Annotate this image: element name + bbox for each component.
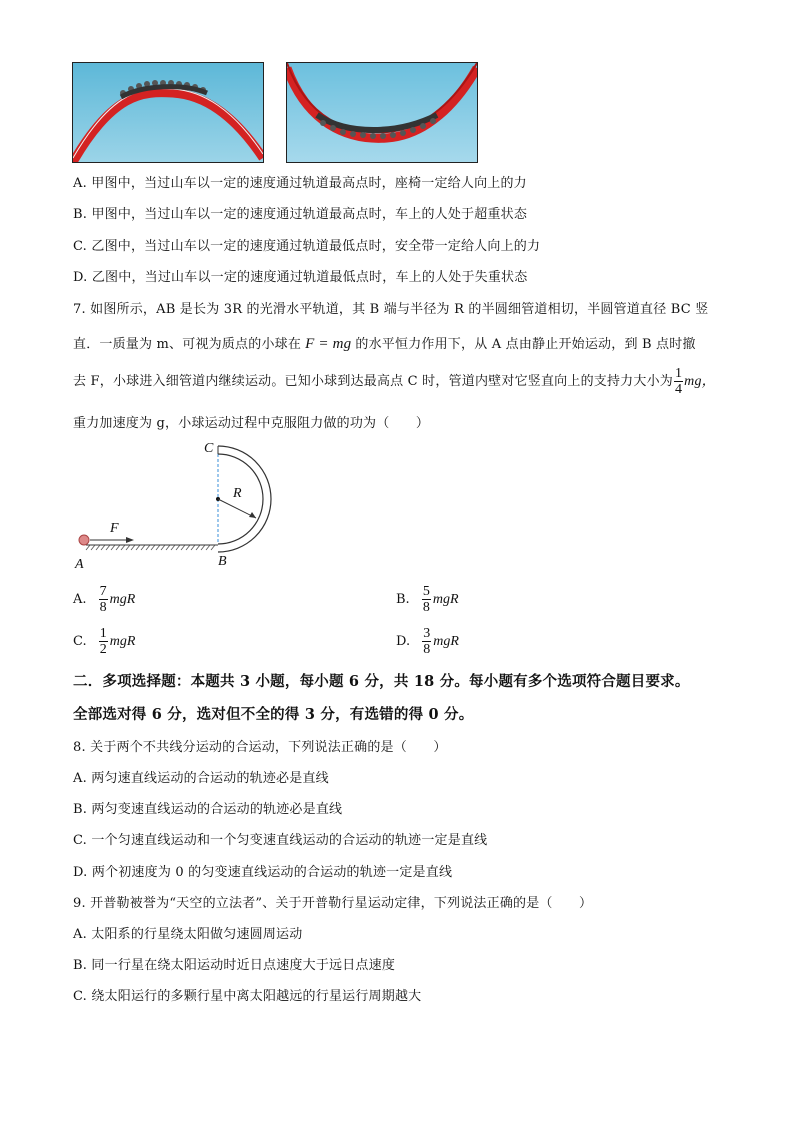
section-heading-line1: 二．多项选择题：本题共 3 小题，每小题 6 分，共 18 分。每小题有多个选项符合题目要求。 <box>73 673 690 690</box>
q8-option-c: C. 一个匀速直线运动和一个匀变速直线运动的合运动的轨迹一定是直线 <box>73 833 488 848</box>
q9-option-a: A. 太阳系的行星绕太阳做匀速圆周运动 <box>73 927 303 942</box>
q7-option-a: A. $\frac{7}{8}$ mgR <box>73 584 136 615</box>
q6-option-a: A. 甲图中，当过山车以一定的速度通过轨道最高点时，座椅一定给人向上的力 <box>73 176 527 191</box>
q6-option-d: D. 乙图中，当过山车以一定的速度通过轨道最低点时，车上的人处于失重状态 <box>73 270 528 285</box>
label-r: R <box>233 486 242 501</box>
q9-stem: 9. 开普勒被誉为“天空的立法者”、关于开普勒行星运动定律，下列说法正确的是（ ） <box>73 896 593 911</box>
q8-option-a: A. 两匀速直线运动的合运动的轨迹必是直线 <box>73 771 329 786</box>
q9-option-c: C. 绕太阳运行的多颗行星中离太阳越远的行星运行周期越大 <box>73 989 422 1004</box>
q6-option-c: C. 乙图中，当过山车以一定的速度通过轨道最低点时，安全带一定给人向上的力 <box>73 239 541 254</box>
label-a: A <box>75 557 84 572</box>
label-c: C <box>204 441 214 456</box>
q9-option-b: B. 同一行星在绕太阳运动时近日点速度大于远日点速度 <box>73 958 396 973</box>
q7-option-b: B. $\frac{5}{8}$ mgR <box>396 584 459 615</box>
roller-coaster-valley-photo <box>286 62 478 163</box>
q7-stem-line3: 去 F，小球进入细管道内继续运动。已知小球到达最高点 C 时，管道内壁对它竖直向上的支持力大小为 $\frac{1}{4}$ mg， <box>73 366 716 397</box>
q7-stem-line4: 重力加速度为 g，小球运动过程中克服阻力做的功为（ ） <box>73 416 430 431</box>
label-b: B <box>218 554 227 569</box>
q7-option-c: C. $\frac{1}{2}$ mgR <box>73 626 136 657</box>
q8-option-b: B. 两匀变速直线运动的合运动的轨迹必是直线 <box>73 802 343 817</box>
q8-option-d: D. 两个初速度为 0 的匀变速直线运动的合运动的轨迹一定是直线 <box>73 865 453 880</box>
q8-stem: 8. 关于两个不共线分运动的合运动，下列说法正确的是（ ） <box>73 740 447 755</box>
label-f: F <box>110 521 119 536</box>
q6-option-b: B. 甲图中，当过山车以一定的速度通过轨道最高点时，车上的人处于超重状态 <box>73 207 528 222</box>
q7-stem-line2: 直．一质量为 m、可视为质点的小球在 F = mg 的水平恒力作用下，从 A 点由静止开始运动，到 B 点时撤 <box>73 336 696 352</box>
fraction: $\frac{1}{4}$ <box>674 366 683 397</box>
roller-coaster-crest-photo <box>72 62 264 163</box>
semicircle-track-diagram <box>70 440 290 575</box>
q7-stem-line1: 7. 如图所示，AB 是长为 3R 的光滑水平轨道，其 B 端与半径为 R 的半圆细管道相切，半圆管道直径 BC 竖 <box>73 302 709 317</box>
section-heading-line2: 全部选对得 6 分，选对但不全的得 3 分，有选错的得 0 分。 <box>73 706 474 723</box>
q7-option-d: D. $\frac{3}{8}$ mgR <box>396 626 459 657</box>
